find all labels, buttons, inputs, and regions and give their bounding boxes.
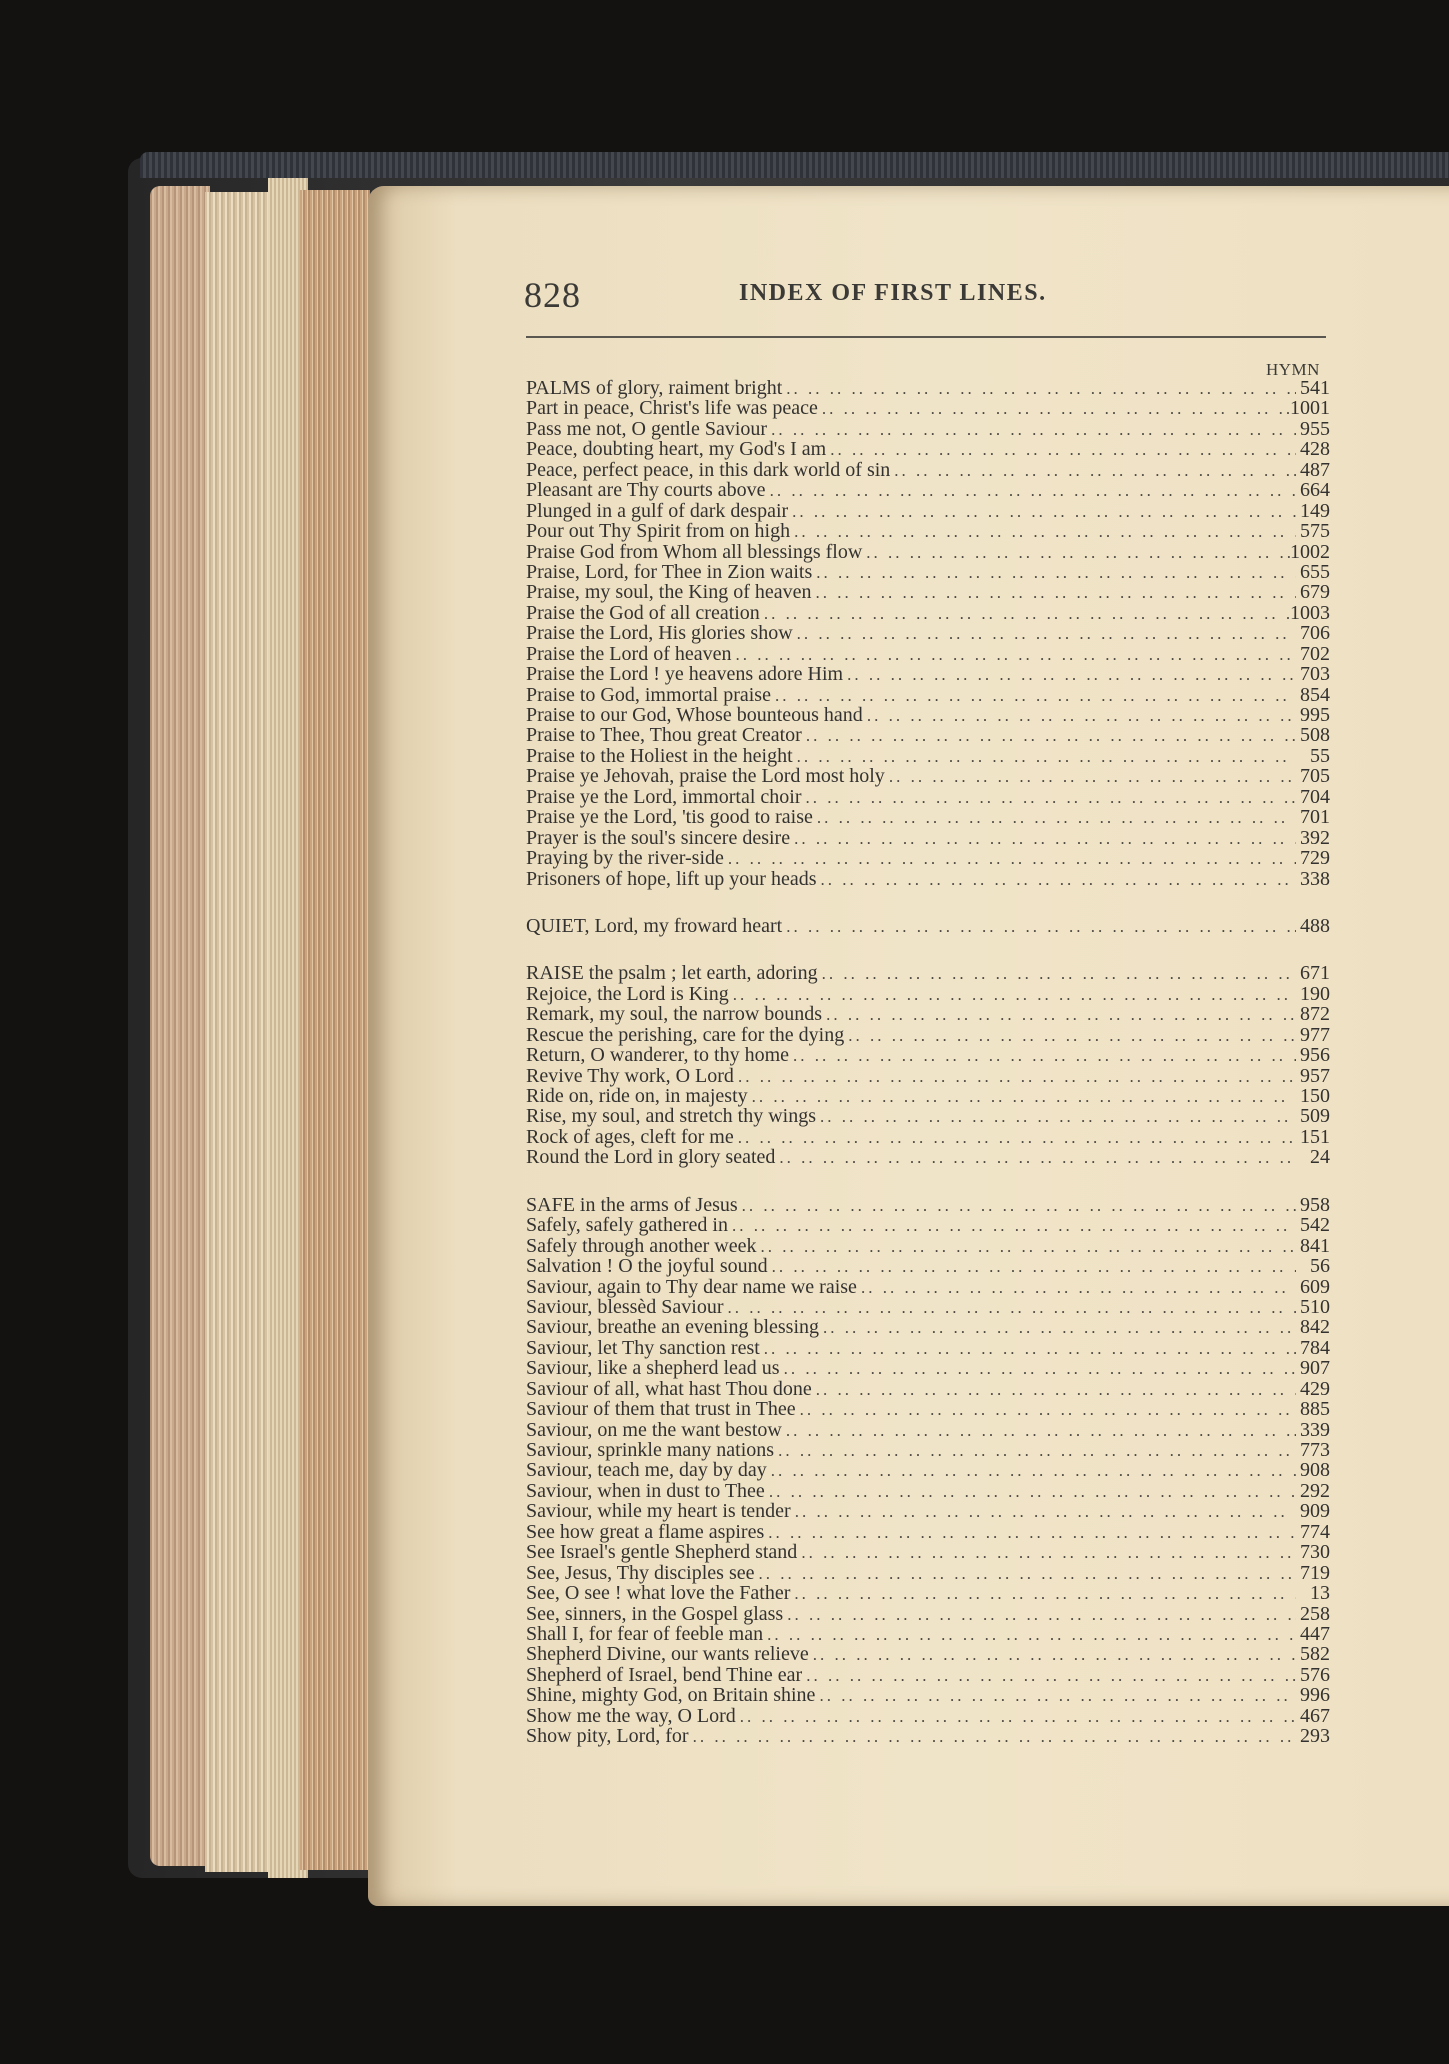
first-line-text: See how great a flame aspires: [526, 1520, 765, 1543]
index-entry: [526, 480, 1330, 500]
first-line-text: Praise God from Whom all blessings flow: [526, 540, 863, 563]
first-line-text: Pleasant are Thy courts above: [526, 479, 766, 502]
index-entry: [526, 1563, 1330, 1583]
first-line-text: Praise to God, immortal praise: [526, 683, 771, 706]
first-line-text: Saviour, let Thy sanction rest: [526, 1336, 760, 1359]
dot-leader: [767, 420, 1296, 440]
index-entry: [526, 963, 1330, 983]
hymn-number: 908: [1300, 1459, 1330, 1482]
first-line-text: Salvation ! O the joyful sound: [526, 1255, 768, 1278]
hymn-number: 13: [1310, 1582, 1330, 1605]
dot-leader: [812, 1380, 1296, 1400]
hymn-number: 841: [1300, 1234, 1330, 1257]
index-entry: [526, 582, 1330, 602]
dot-leader: [783, 1605, 1296, 1625]
dot-leader: [809, 1645, 1296, 1665]
dot-leader: [793, 747, 1296, 767]
hymn-number: 784: [1300, 1336, 1330, 1359]
hymn-number: 1003: [1290, 601, 1330, 624]
dot-leader: [802, 1666, 1296, 1686]
index-entry: [526, 1106, 1330, 1126]
index-entry: [526, 1127, 1330, 1147]
dot-leader: [782, 379, 1296, 399]
first-line-text: Praise ye the Lord, immortal choir: [526, 785, 802, 808]
hymn-number: 730: [1300, 1541, 1330, 1564]
page-edges: [205, 192, 275, 1872]
first-line-text: Rise, my soul, and stretch thy wings: [526, 1105, 816, 1128]
index-entry: [526, 746, 1330, 766]
hymn-number: 719: [1300, 1561, 1330, 1584]
index-entry: [526, 1045, 1330, 1065]
dot-leader: [724, 849, 1296, 869]
hymn-number: 957: [1300, 1064, 1330, 1087]
index-entry: [526, 1685, 1330, 1705]
index-entry: [526, 1440, 1330, 1460]
index-entry: [526, 685, 1330, 705]
hymn-number: 995: [1300, 704, 1330, 726]
hymn-number: 704: [1300, 785, 1330, 808]
hymn-number: 706: [1300, 622, 1330, 645]
dot-leader: [774, 1441, 1296, 1461]
first-line-text: Shine, mighty God, on Britain shine: [526, 1684, 816, 1707]
hymn-number: 150: [1300, 1085, 1330, 1107]
first-line-text: Praise the God of all creation: [526, 601, 760, 624]
hymn-number: 582: [1300, 1643, 1330, 1666]
hymn-number: 541: [1300, 377, 1330, 399]
page-title: INDEX OF FIRST LINES.: [739, 280, 1047, 306]
hymn-number: 1001: [1290, 397, 1330, 420]
index-entry: [526, 1358, 1330, 1378]
index-entry: [526, 1460, 1330, 1480]
index-entry: [526, 419, 1330, 439]
hymn-number: 392: [1300, 826, 1330, 849]
hymn-number: 679: [1300, 581, 1330, 604]
dot-leader: [817, 870, 1296, 890]
index-section: [526, 1195, 1330, 1747]
dot-leader: [689, 1727, 1296, 1747]
hymn-number: 955: [1300, 417, 1330, 440]
index-entry: [526, 1215, 1330, 1235]
hymn-number: 842: [1300, 1316, 1330, 1339]
dot-leader: [818, 399, 1290, 419]
index-entry: [526, 1644, 1330, 1664]
first-line-text: QUIET, Lord, my froward heart: [526, 914, 783, 937]
index-entry: [526, 984, 1330, 1004]
hymn-number: 509: [1300, 1105, 1330, 1128]
dot-leader: [765, 1482, 1296, 1502]
hymn-number: 24: [1310, 1146, 1330, 1169]
dot-leader: [812, 563, 1296, 583]
dot-leader: [767, 1461, 1296, 1481]
index-entry: [526, 1025, 1330, 1045]
page-edges: [300, 190, 370, 1870]
dot-leader: [782, 1421, 1296, 1441]
first-line-text: See, O see ! what love the Father: [526, 1582, 791, 1605]
dot-leader: [818, 964, 1296, 984]
first-line-text: Pass me not, O gentle Saviour: [526, 417, 768, 440]
first-line-text: Safely, safely gathered in: [526, 1214, 728, 1237]
index-entry: [526, 460, 1330, 480]
hymn-number: 338: [1300, 867, 1330, 890]
first-line-text: Rock of ages, cleft for me: [526, 1125, 734, 1148]
first-line-text: Shepherd Divine, our wants relieve: [526, 1643, 809, 1666]
index-entry: [526, 1604, 1330, 1624]
dot-leader: [890, 461, 1296, 481]
dot-leader: [760, 1339, 1296, 1359]
first-line-text: Praise ye Jehovah, praise the Lord most holy: [526, 765, 885, 788]
first-line-text: See, Jesus, Thy disciples see: [526, 1561, 755, 1584]
index-entry: [526, 664, 1330, 684]
dot-leader: [819, 1318, 1296, 1338]
index-entry: [526, 725, 1330, 745]
first-line-text: Saviour, blessèd Saviour: [526, 1295, 724, 1318]
first-line-text: Prisoners of hope, lift up your heads: [526, 867, 817, 890]
hymn-number: 190: [1300, 982, 1330, 1005]
first-line-text: See Israel's gentle Shepherd stand: [526, 1541, 798, 1564]
dot-leader: [822, 1005, 1296, 1025]
first-line-text: Saviour, on me the want bestow: [526, 1418, 782, 1441]
hymn-number: 854: [1300, 683, 1330, 706]
page-number: 828: [524, 275, 581, 315]
dot-leader: [813, 808, 1296, 828]
dot-leader: [791, 1502, 1296, 1522]
hymn-number: 958: [1300, 1193, 1330, 1216]
first-line-text: Rejoice, the Lord is King: [526, 982, 729, 1005]
hymn-number: 705: [1300, 765, 1330, 788]
first-line-text: Round the Lord in glory seated: [526, 1146, 776, 1169]
hymn-number: 774: [1300, 1520, 1330, 1543]
index-entry: [526, 398, 1330, 418]
first-line-text: Show me the way, O Lord: [526, 1704, 736, 1727]
page-header: [524, 274, 1344, 314]
dot-leader: [797, 1543, 1296, 1563]
index-entry: [526, 1542, 1330, 1562]
dot-leader: [763, 1625, 1296, 1645]
first-line-text: Praise the Lord ! ye heavens adore Him: [526, 663, 844, 686]
hymn-number: 907: [1300, 1357, 1330, 1380]
dot-leader: [788, 502, 1296, 522]
first-line-text: Saviour, again to Thy dear name we raise: [526, 1275, 857, 1298]
first-line-text: Saviour, sprinkle many nations: [526, 1439, 775, 1461]
dot-leader: [755, 1564, 1297, 1584]
index-section: [526, 916, 1330, 936]
dot-leader: [764, 1523, 1296, 1543]
first-line-text: Praise to Thee, Thou great Creator: [526, 724, 802, 747]
dot-leader: [780, 1359, 1296, 1379]
hymn-number: 151: [1300, 1125, 1330, 1148]
index-entry: [526, 521, 1330, 541]
index-entry: [526, 644, 1330, 664]
hymn-number: 508: [1300, 724, 1330, 747]
hymn-number: 56: [1310, 1255, 1330, 1278]
dot-leader: [771, 686, 1296, 706]
index-list: [526, 378, 1330, 1747]
page-edges: [150, 186, 210, 1866]
hymn-number: 609: [1300, 1275, 1330, 1298]
hymn-number: 885: [1300, 1398, 1330, 1421]
hymn-number: 1002: [1290, 540, 1330, 563]
first-line-text: Shepherd of Israel, bend Thine ear: [526, 1663, 803, 1686]
index-entry: [526, 542, 1330, 562]
dot-leader: [734, 1067, 1296, 1087]
hymn-number: 488: [1300, 914, 1330, 937]
dot-leader: [793, 624, 1296, 644]
hymn-number: 701: [1300, 806, 1330, 829]
index-entry: [526, 1665, 1330, 1685]
index-entry: [526, 828, 1330, 848]
first-line-text: PALMS of glory, raiment bright: [526, 377, 783, 399]
first-line-text: RAISE the psalm ; let earth, adoring: [526, 962, 818, 985]
index-entry: [526, 603, 1330, 623]
dot-leader: [790, 1584, 1296, 1604]
first-line-text: Praise the Lord, His glories show: [526, 622, 793, 645]
dot-leader: [812, 583, 1297, 603]
hymn-number: 510: [1300, 1295, 1330, 1318]
dot-leader: [816, 1107, 1296, 1127]
index-entry: [526, 562, 1330, 582]
index-entry: [526, 1147, 1330, 1167]
index-entry: [526, 1317, 1330, 1337]
index-entry: [526, 1726, 1330, 1746]
hymn-number: 292: [1300, 1479, 1330, 1502]
index-entry: [526, 1195, 1330, 1215]
header-rule: [526, 336, 1326, 338]
hymn-number: 729: [1300, 847, 1330, 870]
dot-leader: [796, 1400, 1296, 1420]
hymn-number: 149: [1300, 499, 1330, 522]
hymn-number: 909: [1300, 1500, 1330, 1523]
index-entry: [526, 378, 1330, 398]
dot-leader: [790, 522, 1296, 542]
hymn-number: 655: [1300, 560, 1330, 583]
dot-leader: [789, 1046, 1296, 1066]
index-entry: [526, 1086, 1330, 1106]
hymn-number: 542: [1300, 1214, 1330, 1237]
index-entry: [526, 916, 1330, 936]
hymn-column-label: HYMN: [1266, 360, 1320, 379]
index-entry: [526, 1583, 1330, 1603]
hymn-number: 339: [1300, 1418, 1330, 1441]
dot-leader: [768, 1257, 1296, 1277]
index-entry: [526, 1379, 1330, 1399]
first-line-text: Saviour of all, what hast Thou done: [526, 1377, 812, 1400]
book-cover-top-edge: [140, 152, 1449, 178]
index-entry: [526, 1277, 1330, 1297]
dot-leader: [826, 440, 1296, 460]
first-line-text: Revive Thy work, O Lord: [526, 1064, 734, 1087]
dot-leader: [802, 726, 1296, 746]
dot-leader: [885, 767, 1296, 787]
index-entry: [526, 1066, 1330, 1086]
first-line-text: Saviour, while my heart is tender: [526, 1500, 791, 1523]
hymn-number: 702: [1300, 642, 1330, 665]
hymn-number: 447: [1300, 1622, 1330, 1645]
index-entry: [526, 1501, 1330, 1521]
first-line-text: Prayer is the soul's sincere desire: [526, 826, 791, 849]
first-line-text: Praying by the river-side: [526, 847, 724, 870]
first-line-text: See, sinners, in the Gospel glass: [526, 1602, 784, 1625]
hymn-number: 258: [1300, 1602, 1330, 1625]
dot-leader: [724, 1298, 1296, 1318]
hymn-number: 428: [1300, 438, 1330, 461]
index-entry: [526, 1399, 1330, 1419]
dot-leader: [775, 1148, 1296, 1168]
index-entry: [526, 439, 1330, 459]
first-line-text: Remark, my soul, the narrow bounds: [526, 1003, 823, 1026]
first-line-text: Return, O wanderer, to thy home: [526, 1044, 790, 1067]
hymn-number: 977: [1300, 1023, 1330, 1046]
hymn-number: 664: [1300, 479, 1330, 502]
dot-leader: [729, 985, 1296, 1005]
index-entry: [526, 1236, 1330, 1256]
hymn-number: 872: [1300, 1003, 1330, 1026]
first-line-text: Peace, perfect peace, in this dark world of sin: [526, 458, 891, 481]
index-entry: [526, 1420, 1330, 1440]
first-line-text: Shall I, for fear of feeble man: [526, 1622, 764, 1645]
index-entry: [526, 501, 1330, 521]
first-line-text: Saviour, breathe an evening blessing: [526, 1316, 820, 1339]
dot-leader: [863, 706, 1296, 726]
first-line-text: Saviour, teach me, day by day: [526, 1459, 767, 1482]
hymn-number: 773: [1300, 1439, 1330, 1461]
first-line-text: Praise ye the Lord, 'tis good to raise: [526, 806, 813, 829]
dot-leader: [756, 1237, 1296, 1257]
hymn-number: 996: [1300, 1684, 1330, 1707]
dot-leader: [736, 1707, 1296, 1727]
index-entry: [526, 1338, 1330, 1358]
dot-leader: [844, 1026, 1296, 1046]
index-entry: [526, 848, 1330, 868]
first-line-text: Part in peace, Christ's life was peace: [526, 397, 818, 420]
index-entry: [526, 869, 1330, 889]
index-entry: [526, 787, 1330, 807]
hymn-number: 576: [1300, 1663, 1330, 1686]
index-section: [526, 378, 1330, 889]
hymn-number: 429: [1300, 1377, 1330, 1400]
index-entry: [526, 807, 1330, 827]
dot-leader: [728, 1216, 1296, 1236]
first-line-text: Ride on, ride on, in majesty: [526, 1085, 748, 1107]
hymn-number: 703: [1300, 663, 1330, 686]
dot-leader: [862, 543, 1290, 563]
first-line-text: Peace, doubting heart, my God's I am: [526, 438, 827, 461]
index-entry: [526, 1624, 1330, 1644]
dot-leader: [731, 645, 1296, 665]
index-section: [526, 963, 1330, 1167]
index-entry: [526, 1004, 1330, 1024]
dot-leader: [782, 917, 1296, 937]
hymn-number: 575: [1300, 520, 1330, 543]
hymn-number: 467: [1300, 1704, 1330, 1727]
first-line-text: Saviour, like a shepherd lead us: [526, 1357, 780, 1380]
dot-leader: [748, 1087, 1296, 1107]
first-line-text: Praise, my soul, the King of heaven: [526, 581, 812, 604]
hymn-number: 956: [1300, 1044, 1330, 1067]
first-line-text: Praise, Lord, for Thee in Zion waits: [526, 560, 813, 583]
first-line-text: Praise to the Holiest in the height: [526, 744, 793, 767]
first-line-text: Praise to our God, Whose bounteous hand: [526, 704, 863, 726]
dot-leader: [738, 1196, 1296, 1216]
first-line-text: Plunged in a gulf of dark despair: [526, 499, 789, 522]
first-line-text: Praise the Lord of heaven: [526, 642, 732, 665]
dot-leader: [857, 1278, 1296, 1298]
hymn-number: 293: [1300, 1725, 1330, 1748]
index-entry: [526, 1481, 1330, 1501]
index-entry: [526, 1706, 1330, 1726]
hymn-number: 671: [1300, 962, 1330, 985]
dot-leader: [734, 1128, 1296, 1148]
index-entry: [526, 1256, 1330, 1276]
hymn-number: 55: [1310, 744, 1330, 767]
first-line-text: Show pity, Lord, for: [526, 1725, 689, 1748]
dot-leader: [843, 665, 1296, 685]
dot-leader: [790, 829, 1296, 849]
first-line-text: Rescue the perishing, care for the dying: [526, 1023, 845, 1046]
first-line-text: Pour out Thy Spirit from on high: [526, 520, 791, 543]
hymn-number: 487: [1300, 458, 1330, 481]
index-entry: [526, 705, 1330, 725]
first-line-text: Saviour, when in dust to Thee: [526, 1479, 765, 1502]
index-entry: [526, 766, 1330, 786]
dot-leader: [801, 788, 1296, 808]
dot-leader: [766, 481, 1296, 501]
first-line-text: Safely through another week: [526, 1234, 757, 1257]
index-entry: [526, 623, 1330, 643]
index-entry: [526, 1522, 1330, 1542]
index-entry: [526, 1297, 1330, 1317]
dot-leader: [815, 1686, 1296, 1706]
first-line-text: Saviour of them that trust in Thee: [526, 1398, 796, 1421]
first-line-text: SAFE in the arms of Jesus: [526, 1193, 738, 1216]
dot-leader: [760, 604, 1290, 624]
